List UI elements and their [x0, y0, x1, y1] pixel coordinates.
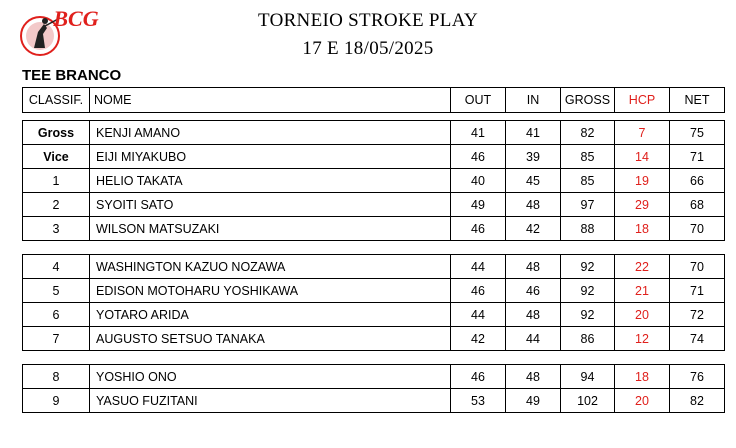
cell-nome: WILSON MATSUZAKI: [90, 217, 451, 241]
cell-gross: 94: [561, 365, 615, 389]
table-row: [23, 303, 725, 327]
cell-nome: EIJI MIYAKUBO: [90, 145, 451, 169]
cell-hcp: 7: [615, 121, 670, 145]
cell-gross: 85: [561, 145, 615, 169]
cell-classif: Vice: [23, 145, 90, 169]
cell-in: 44: [506, 327, 561, 351]
cell-in: 48: [506, 193, 561, 217]
header-nome: NOME: [90, 88, 451, 113]
cell-nome: AUGUSTO SETSUO TANAKA: [90, 327, 451, 351]
logo-lettering: BCG: [53, 6, 99, 31]
cell-classif: Gross: [23, 121, 90, 145]
cell-gross: 97: [561, 193, 615, 217]
table-spacer: [23, 241, 725, 255]
cell-net: 82: [670, 389, 725, 413]
header-gross: GROSS: [561, 88, 615, 113]
cell-gross: 82: [561, 121, 615, 145]
cell-gross: 92: [561, 303, 615, 327]
cell-gross: 92: [561, 255, 615, 279]
cell-nome: YOSHIO ONO: [90, 365, 451, 389]
table-spacer: [23, 351, 725, 365]
cell-classif: 4: [23, 255, 90, 279]
cell-hcp: 19: [615, 169, 670, 193]
table-row: [23, 255, 725, 279]
table-row: [23, 217, 725, 241]
cell-net: 71: [670, 145, 725, 169]
cell-in: 41: [506, 121, 561, 145]
cell-nome: YASUO FUZITANI: [90, 389, 451, 413]
cell-net: 70: [670, 255, 725, 279]
cell-hcp: 14: [615, 145, 670, 169]
cell-nome: WASHINGTON KAZUO NOZAWA: [90, 255, 451, 279]
cell-out: 53: [451, 389, 506, 413]
cell-nome: EDISON MOTOHARU YOSHIKAWA: [90, 279, 451, 303]
table-row: [23, 121, 725, 145]
cell-in: 39: [506, 145, 561, 169]
results-table: [22, 87, 725, 413]
cell-in: 42: [506, 217, 561, 241]
cell-gross: 102: [561, 389, 615, 413]
header-out: OUT: [451, 88, 506, 113]
page-title: TORNEIO STROKE PLAY: [258, 10, 478, 31]
table-row: [23, 389, 725, 413]
cell-out: 44: [451, 303, 506, 327]
cell-out: 46: [451, 217, 506, 241]
cell-classif: 7: [23, 327, 90, 351]
cell-classif: 8: [23, 365, 90, 389]
cell-in: 48: [506, 365, 561, 389]
cell-net: 71: [670, 279, 725, 303]
table-row: [23, 365, 725, 389]
table-row: [23, 145, 725, 169]
cell-gross: 88: [561, 217, 615, 241]
cell-net: 75: [670, 121, 725, 145]
event-dates: 17 E 18/05/2025: [302, 38, 434, 59]
cell-net: 72: [670, 303, 725, 327]
table-row: [23, 327, 725, 351]
cell-net: 66: [670, 169, 725, 193]
cell-hcp: 18: [615, 365, 670, 389]
cell-out: 44: [451, 255, 506, 279]
cell-nome: HELIO TAKATA: [90, 169, 451, 193]
cell-in: 46: [506, 279, 561, 303]
header-hcp: HCP: [615, 88, 670, 113]
cell-hcp: 12: [615, 327, 670, 351]
cell-nome: SYOITI SATO: [90, 193, 451, 217]
cell-out: 40: [451, 169, 506, 193]
cell-out: 41: [451, 121, 506, 145]
cell-nome: YOTARO ARIDA: [90, 303, 451, 327]
cell-out: 46: [451, 145, 506, 169]
cell-classif: 6: [23, 303, 90, 327]
table-header-row: [23, 88, 725, 113]
header-net: NET: [670, 88, 725, 113]
cell-classif: 2: [23, 193, 90, 217]
cell-nome: KENJI AMANO: [90, 121, 451, 145]
table-row: [23, 193, 725, 217]
cell-hcp: 20: [615, 303, 670, 327]
cell-net: 70: [670, 217, 725, 241]
tee-label: TEE BRANCO: [22, 67, 122, 84]
cell-out: 42: [451, 327, 506, 351]
cell-hcp: 18: [615, 217, 670, 241]
cell-net: 74: [670, 327, 725, 351]
cell-hcp: 21: [615, 279, 670, 303]
cell-classif: 5: [23, 279, 90, 303]
cell-hcp: 29: [615, 193, 670, 217]
cell-in: 48: [506, 255, 561, 279]
cell-gross: 92: [561, 279, 615, 303]
cell-net: 68: [670, 193, 725, 217]
cell-gross: 86: [561, 327, 615, 351]
cell-in: 49: [506, 389, 561, 413]
cell-hcp: 20: [615, 389, 670, 413]
table-row: [23, 169, 725, 193]
table-row: [23, 279, 725, 303]
cell-classif: 3: [23, 217, 90, 241]
cell-out: 46: [451, 279, 506, 303]
cell-net: 76: [670, 365, 725, 389]
cell-classif: 1: [23, 169, 90, 193]
cell-gross: 85: [561, 169, 615, 193]
cell-out: 49: [451, 193, 506, 217]
header-in: IN: [506, 88, 561, 113]
cell-hcp: 22: [615, 255, 670, 279]
cell-in: 48: [506, 303, 561, 327]
table-spacer: [23, 113, 725, 121]
cell-in: 45: [506, 169, 561, 193]
header-classif: CLASSIF.: [23, 88, 90, 113]
cell-out: 46: [451, 365, 506, 389]
cell-classif: 9: [23, 389, 90, 413]
